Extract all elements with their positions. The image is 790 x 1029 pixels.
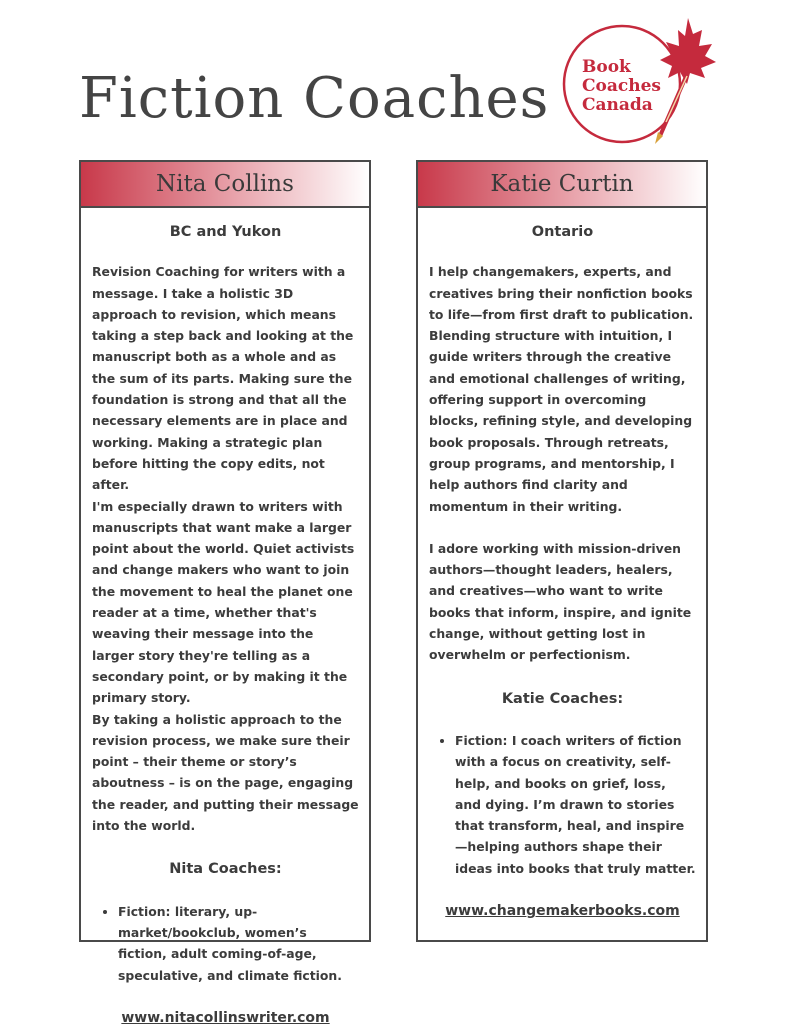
coaching-list bbox=[92, 901, 359, 986]
coach-card-body bbox=[418, 222, 706, 922]
coaches-heading: Nita Coaches: bbox=[169, 861, 282, 878]
coach-name-header bbox=[418, 162, 706, 208]
book-coaches-canada-logo bbox=[560, 10, 720, 160]
coach-region: Ontario bbox=[531, 224, 594, 240]
coach-bio-paragraph: I adore working with mission-driven authors—thought leaders, healers, and creatives—who want to write books that inform, inspire, and ignite change, without getting lost in overwhelm or perfectionism. bbox=[429, 540, 692, 663]
coaching-list-item: • Fiction: literary, up-market/bookclub, women’s fiction, adult coming-of-age, speculative, and climate fiction. bbox=[118, 901, 359, 986]
coach-name: Katie Curtin bbox=[490, 171, 634, 197]
coach-name: Nita Collins bbox=[156, 171, 294, 197]
coaching-list-item: • Fiction: I coach writers of fiction with a focus on creativity, self-help, and books on grief, loss, and dying. I’m drawn to stories that transform, heal, and inspire—helping authors shape their ideas into books that truly matter. bbox=[455, 730, 696, 879]
coach-bio-paragraph: By taking a holistic approach to the revision process, we make sure their point – their theme or story’s aboutness – is on the page, engaging the reader, and putting their message into the world. bbox=[92, 711, 359, 834]
coach-card-nita-collins bbox=[79, 160, 371, 1026]
coaches-heading: Katie Coaches: bbox=[501, 690, 624, 707]
page-title: Fiction Coaches bbox=[79, 66, 550, 131]
coaching-list bbox=[429, 730, 696, 879]
logo-line-coaches: Coaches bbox=[582, 75, 661, 96]
website-link[interactable]: www.changemakerbooks.com bbox=[445, 903, 680, 920]
coach-card-body bbox=[81, 222, 369, 1029]
coach-name-header bbox=[81, 162, 369, 208]
coach-card-katie-curtin bbox=[416, 160, 708, 942]
coach-region: BC and Yukon bbox=[169, 224, 282, 240]
logo-line-book: Book bbox=[582, 56, 631, 77]
coach-bio-paragraph: I'm especially drawn to writers with manuscripts that want make a larger point about the world. Quiet activists and change makers who want to join the movement to heal the planet one reader at a time, whether that's weaving their message into the larger story they're telling as a secondary point, or by making it the primary story. bbox=[92, 498, 355, 706]
website-link[interactable]: www.nitacollinswriter.com bbox=[121, 1009, 330, 1026]
coach-bio-paragraph: Revision Coaching for writers with a message. I take a holistic 3D approach to revision, which means taking a step back and looking at the manuscript both as a whole and as the sum of its parts. Making sure the foundation is strong and that all the necessary elements are in place and working. Making a strategic plan before hitting the copy edits, not after. bbox=[92, 264, 354, 493]
paragraph-spacer bbox=[429, 517, 696, 538]
coach-bio-paragraph: I help changemakers, experts, and creatives bring their nonfiction books to life—from first draft to publication. Blending structure with intuition, I guide writers through the creative and emotional challenges of writing, offering support in overcoming blocks, refining style, and developing book proposals. Through retreats, group programs, and mentorship, I help authors find clarity and momentum in their writing. bbox=[429, 264, 694, 514]
logo-line-canada: Canada bbox=[582, 94, 653, 115]
logo-text bbox=[560, 10, 670, 160]
